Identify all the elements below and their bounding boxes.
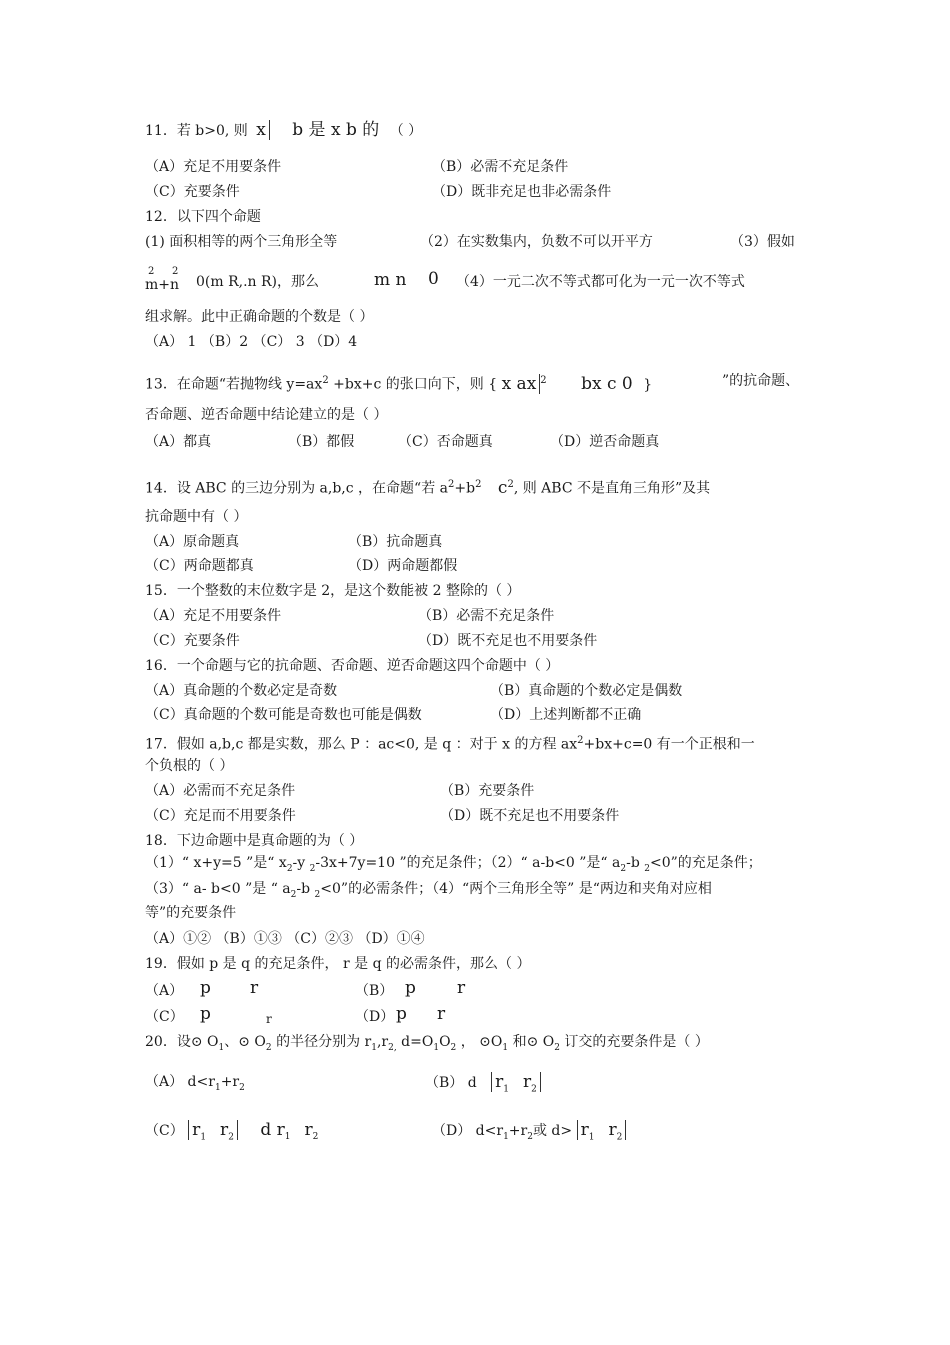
q14-plus: +b xyxy=(454,480,476,497)
q20-s2: 2 xyxy=(265,1042,272,1053)
q19-stem: 19．假如 p 是 q 的充足条件， r 是 q 的必需条件，那么（ ） xyxy=(145,956,531,972)
q20-b-r2: r xyxy=(523,1072,532,1092)
q14-stem xyxy=(145,476,710,498)
q20-s5: 1 xyxy=(433,1042,440,1053)
q11-math: b 是 x b 的 xyxy=(292,120,380,140)
q19-a-r: r xyxy=(250,978,259,998)
q13-option-d: （D）逆否命题真 xyxy=(550,434,660,450)
q12-prop-1: (1) 面积相等的两个三角形全等 xyxy=(145,234,338,250)
q20-d-t3: 或 d> xyxy=(532,1123,573,1139)
q14-option-b: （B）抗命题真 xyxy=(348,534,443,550)
q12-prop-2: （2）在实数集内，负数不可以开平方 xyxy=(420,234,653,250)
q12-sup-b: 2 xyxy=(172,266,179,277)
q18-l1-c: -3x+7y=10 ”的充足条件；（2）“ a-b<0 ”是“ a xyxy=(315,855,621,871)
q18-options: （A）①② （B）①③ （C）②③ （D）①④ xyxy=(145,931,425,947)
q18-line3: 等”的充要条件 xyxy=(145,905,237,921)
q14-option-d: （D）两命题都假 xyxy=(348,558,458,574)
q18-l1-s3: 2 xyxy=(620,863,627,874)
q20-a-s1: 1 xyxy=(214,1082,221,1093)
q20-d-t: （D） d<r xyxy=(432,1123,504,1139)
q18-line2 xyxy=(145,880,712,904)
q13-set-left: x ax xyxy=(502,374,541,394)
q11-stem-text: 11．若 b>0, 则 xyxy=(145,123,248,139)
q20-b-abs xyxy=(491,1072,541,1095)
q13-line2: 否命题、逆否命题中结论建立的是（ ） xyxy=(145,407,388,423)
q12-zero: 0 xyxy=(428,269,439,289)
q20-t3: ,r xyxy=(376,1034,389,1050)
q17-option-b: （B）充要条件 xyxy=(440,783,535,799)
q20-t6: ， ⊙O xyxy=(456,1034,503,1050)
q20-b-r1: r xyxy=(495,1072,504,1092)
q13-mid: +bx+c 的张口向下，则 { xyxy=(328,376,498,393)
q18-l2-c: <0”的必需条件；（4）“两个三角形全等” 是“两边和夹角对应相 xyxy=(320,881,712,897)
q20-option-a xyxy=(145,1073,245,1097)
q18-l1-a: （1）“ x+y=5 ”是“ x xyxy=(145,855,287,871)
q14-c-sup: 2 xyxy=(507,479,514,490)
q11-option-a: （A）充足不用要条件 xyxy=(145,159,282,175)
q12-condition: 0(m R,.n R)，那么 xyxy=(196,274,320,290)
q18-l2-s2: 2 xyxy=(314,889,321,900)
q18-l2-a: （3）“ a- b<0 ”是 “ a xyxy=(145,881,291,897)
q17-option-d: （D）既不充足也不用要条件 xyxy=(440,808,620,824)
q19-b-p: p xyxy=(405,978,416,998)
q20-s7: 1 xyxy=(502,1042,509,1053)
q20-d-s1: 1 xyxy=(503,1131,509,1142)
q19-c-r: r xyxy=(266,1012,272,1026)
q20-c-s4: 2 xyxy=(312,1131,319,1142)
q14-sup2: 2 xyxy=(475,479,482,490)
q17-tail: +bx+c=0 有一个正根和一 xyxy=(583,736,755,753)
q20-c-s3: 1 xyxy=(284,1131,291,1142)
q14-c: c xyxy=(497,477,508,498)
q15-stem: 15．一个整数的末位数字是 2，是这个数能被 2 整除的（ ） xyxy=(145,583,521,599)
q17-option-c: （C）充足而不用要条件 xyxy=(145,808,296,824)
q19-b-r: r xyxy=(457,978,466,998)
q20-c-d: d r xyxy=(260,1120,285,1140)
q20-b-t: （B） d xyxy=(425,1075,477,1091)
q15-option-c: （C）充要条件 xyxy=(145,633,240,649)
q20-d-t2: +r xyxy=(508,1123,528,1139)
q19-option-b: （B） xyxy=(355,983,394,999)
q13-option-b: （B）都假 xyxy=(288,434,355,450)
q12-line3: 组求解。此中正确命题的个数是（ ） xyxy=(145,309,374,325)
q15-option-d: （D）既不充足也不用要条件 xyxy=(418,633,598,649)
q16-option-d: （D）上述判断都不正确 xyxy=(490,707,642,723)
q19-option-a: （A） xyxy=(145,983,184,999)
q17-stem-text: 17．假如 a,b,c 都是实数，那么 P ：ac<0, 是 q ：对于 x 的方程 ax xyxy=(145,736,578,753)
q20-d-abs xyxy=(577,1120,627,1143)
q20-b-s2: 2 xyxy=(531,1084,537,1095)
q13-option-a: （A）都真 xyxy=(145,434,212,450)
q12-prop-4: （4）一元二次不等式都可化为一元一次不等式 xyxy=(456,274,745,290)
q20-c-s1: 1 xyxy=(200,1132,207,1143)
q18-l1-d: -b xyxy=(626,855,645,871)
q11-option-c: （C）充要条件 xyxy=(145,184,240,200)
q12-sup-a: 2 xyxy=(148,266,155,277)
q20-s1: 1 xyxy=(218,1042,225,1053)
q17-line2: 个负根的（ ） xyxy=(145,758,234,774)
q18-l1-b: -y xyxy=(292,855,310,871)
q20-d-s2: 2 xyxy=(527,1131,533,1142)
q20-c-abs xyxy=(188,1120,238,1143)
q13-set-sup: 2 xyxy=(540,375,547,386)
q18-l2-b: -b xyxy=(296,881,315,897)
q12-m-n: m+n xyxy=(145,277,180,293)
q16-option-a: （A）真命题的个数必定是奇数 xyxy=(145,683,338,699)
q20-stem xyxy=(145,1033,709,1057)
q20-t1: 、⊙ O xyxy=(224,1034,266,1050)
q13-option-c: （C）否命题真 xyxy=(398,434,493,450)
q18-line1 xyxy=(145,854,762,878)
q20-s3: 1 xyxy=(371,1042,377,1053)
q13-stem-text: 13．在命题“若抛物线 y=ax xyxy=(145,376,323,393)
q20-t7: 和⊙ O xyxy=(508,1034,555,1050)
q12-stem: 12．以下四个命题 xyxy=(145,209,261,225)
q20-s4: 2, xyxy=(388,1042,397,1053)
q13-tail: ”的抗命题、 xyxy=(722,373,800,389)
q11-abs-x: x xyxy=(256,120,270,140)
q13-set-close: } xyxy=(643,376,653,393)
q11-option-b: （B）必需不充足条件 xyxy=(432,159,569,175)
q20-b-s1: 1 xyxy=(503,1084,510,1095)
q20-s8: 2 xyxy=(554,1042,560,1053)
q13-sup: 2 xyxy=(322,375,329,386)
q19-a-p: p xyxy=(200,978,211,998)
q12-mn2: m n xyxy=(374,270,407,290)
q17-option-a: （A）必需而不充足条件 xyxy=(145,783,296,799)
q18-l1-s2: 2 xyxy=(309,863,316,874)
q17-sup: 2 xyxy=(577,735,584,746)
q11-option-d: （D）既非充足也非必需条件 xyxy=(432,184,612,200)
q20-s6: 2 xyxy=(450,1042,457,1053)
q14-option-a: （A）原命题真 xyxy=(145,534,240,550)
q20-a-s2: 2 xyxy=(239,1082,245,1093)
q20-t5: O xyxy=(439,1034,451,1050)
q19-d-r: r xyxy=(437,1004,446,1024)
q20-option-c xyxy=(145,1121,318,1146)
q20-t0: 20．设⊙ O xyxy=(145,1034,219,1050)
q14-sup1: 2 xyxy=(448,479,455,490)
q13-stem xyxy=(145,372,652,394)
q13-set-right: bx c 0 xyxy=(581,373,633,394)
q20-c-r1: r xyxy=(192,1120,201,1140)
q12-prop-3: （3）假如 xyxy=(730,234,795,250)
q20-t8: 订交的充要条件是（ ） xyxy=(559,1034,709,1050)
q14-line2: 抗命题中有（ ） xyxy=(145,509,248,525)
q20-t4: d=O xyxy=(396,1034,434,1050)
q11-stem xyxy=(145,121,422,140)
q19-option-c: （C） xyxy=(145,1009,184,1025)
q17-stem xyxy=(145,732,755,754)
q20-d-r1: r xyxy=(580,1120,589,1140)
q18-l1-e: <0”的充足条件； xyxy=(650,855,762,871)
q20-a-t: （A） d<r xyxy=(145,1074,215,1090)
q20-option-d xyxy=(432,1121,626,1146)
q19-option-d: （D） xyxy=(355,1009,395,1025)
q19-c-p: p xyxy=(200,1004,211,1024)
q18-stem: 18．下边命题中是真命题的为（ ） xyxy=(145,833,364,849)
q20-c-r3: r xyxy=(304,1120,313,1140)
q16-option-c: （C）真命题的个数可能是奇数也可能是偶数 xyxy=(145,707,422,723)
q20-c-s2: 2 xyxy=(228,1132,234,1143)
q20-c-r2: r xyxy=(220,1120,229,1140)
q15-option-a: （A）充足不用要条件 xyxy=(145,608,282,624)
q18-l1-s4: 2 xyxy=(644,863,650,874)
q20-option-b xyxy=(425,1073,541,1098)
q20-d-r2: r xyxy=(608,1120,617,1140)
q14-tail: , 则 ABC 不是直角三角形”及其 xyxy=(513,480,711,497)
q20-d-sa: 1 xyxy=(588,1132,595,1143)
q12-options: （A） 1 （B）2 （C） 3 （D）4 xyxy=(145,334,358,350)
q16-stem: 16．一个命题与它的抗命题、否命题、逆否命题这四个命题中（ ） xyxy=(145,658,560,674)
q18-l1-s1: 2 xyxy=(286,863,293,874)
q18-l2-s1: 2 xyxy=(290,889,297,900)
q19-d-p: p xyxy=(396,1004,407,1024)
q16-option-b: （B）真命题的个数必定是偶数 xyxy=(490,683,683,699)
q20-c-t: （C） xyxy=(145,1123,184,1139)
q14-stem-text: 14．设 ABC 的三边分别为 a,b,c ，在命题“若 a xyxy=(145,480,448,497)
q15-option-b: （B）必需不充足条件 xyxy=(418,608,555,624)
q14-option-c: （C）两命题都真 xyxy=(145,558,254,574)
q20-t2: 的半径分别为 r xyxy=(271,1034,372,1050)
q20-a-t2: +r xyxy=(220,1074,240,1090)
q20-d-sb: 2 xyxy=(616,1132,623,1143)
q11-paren: （ ） xyxy=(389,123,423,139)
